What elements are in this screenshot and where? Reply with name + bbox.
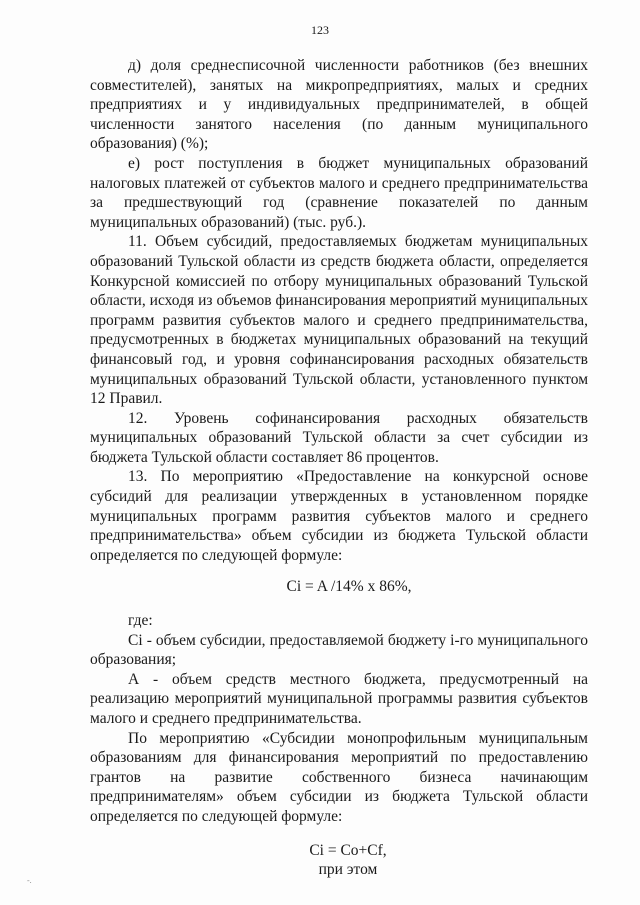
formula-note: при этом xyxy=(318,861,378,879)
formula-ci-co-cf: Ci = Co+Cf, xyxy=(309,841,387,859)
paragraph-12: 12. Уровень софинансирования расходных обязательств муниципальных образований Тульской области за счет субсидии из бюджета Тульской области составляет 86 процентов. xyxy=(90,409,588,466)
paragraph-11: 11. Объем субсидий, предоставляемых бюджетам муниципальных образований Тульской области из средств бюджета области, определяется Конкурсной комиссией по отбору муниципальных образований Тульской области, исходя из объемов финансирования мероприятий муниципальных программ развития субъектов малого и среднего предпринимательства, предусмотренных в бюджетах муниципальных образований на текущий финансовый год, и уровня софинансирования расходных обязательств муниципальных образований Тульской области, установленного пунктом 12 Правил. xyxy=(90,233,588,408)
paragraph-d: д) доля среднесписочной численности работников (без внешних совместителей), занятых на микропредприятиях, малых и средних предприятиях и у индивидуальных предпринимателей, в общей численности занятого населения (по данным муниципального образования) (%); xyxy=(90,57,588,153)
definition-a: А - объем средств местного бюджета, предусмотренный на реализацию мероприятий муниципальной программы развития субъектов малого и среднего предпринимательства. xyxy=(90,670,588,727)
scan-speck: -. xyxy=(27,876,32,885)
formula-ci-a: Ci = A /14% х 86%, xyxy=(286,578,412,596)
paragraph-mono: По мероприятию «Субсидии монопрофильным муниципальным образованиям для финансирования мероприятий по предоставлению грантов на развитие собственного бизнеса начинающим предпринимателям» объем субсидии из бюджета Тульской области определяется по следующей формуле: xyxy=(90,729,588,825)
page-number: 123 xyxy=(311,23,329,37)
definition-ci: Ci - объем субсидии, предоставляемой бюджету i-го муниципального образования; xyxy=(90,631,588,669)
paragraph-13: 13. По мероприятию «Предоставление на конкурсной основе субсидий для реализации утвержденных в установленном порядке муниципальных программ развития субъектов малого и среднего предпринимательства» объем субсидии из бюджета Тульской области определяется по следующей формуле: xyxy=(90,468,588,564)
document-body xyxy=(90,56,588,880)
where-label: где: xyxy=(128,612,153,630)
paragraph-e: е) рост поступления в бюджет муниципальных образований налоговых платежей от субъектов малого и среднего предпринимательства за предшествующий год (сравнение показателей по данным муниципальных образований) (тыс. руб.). xyxy=(90,154,588,231)
